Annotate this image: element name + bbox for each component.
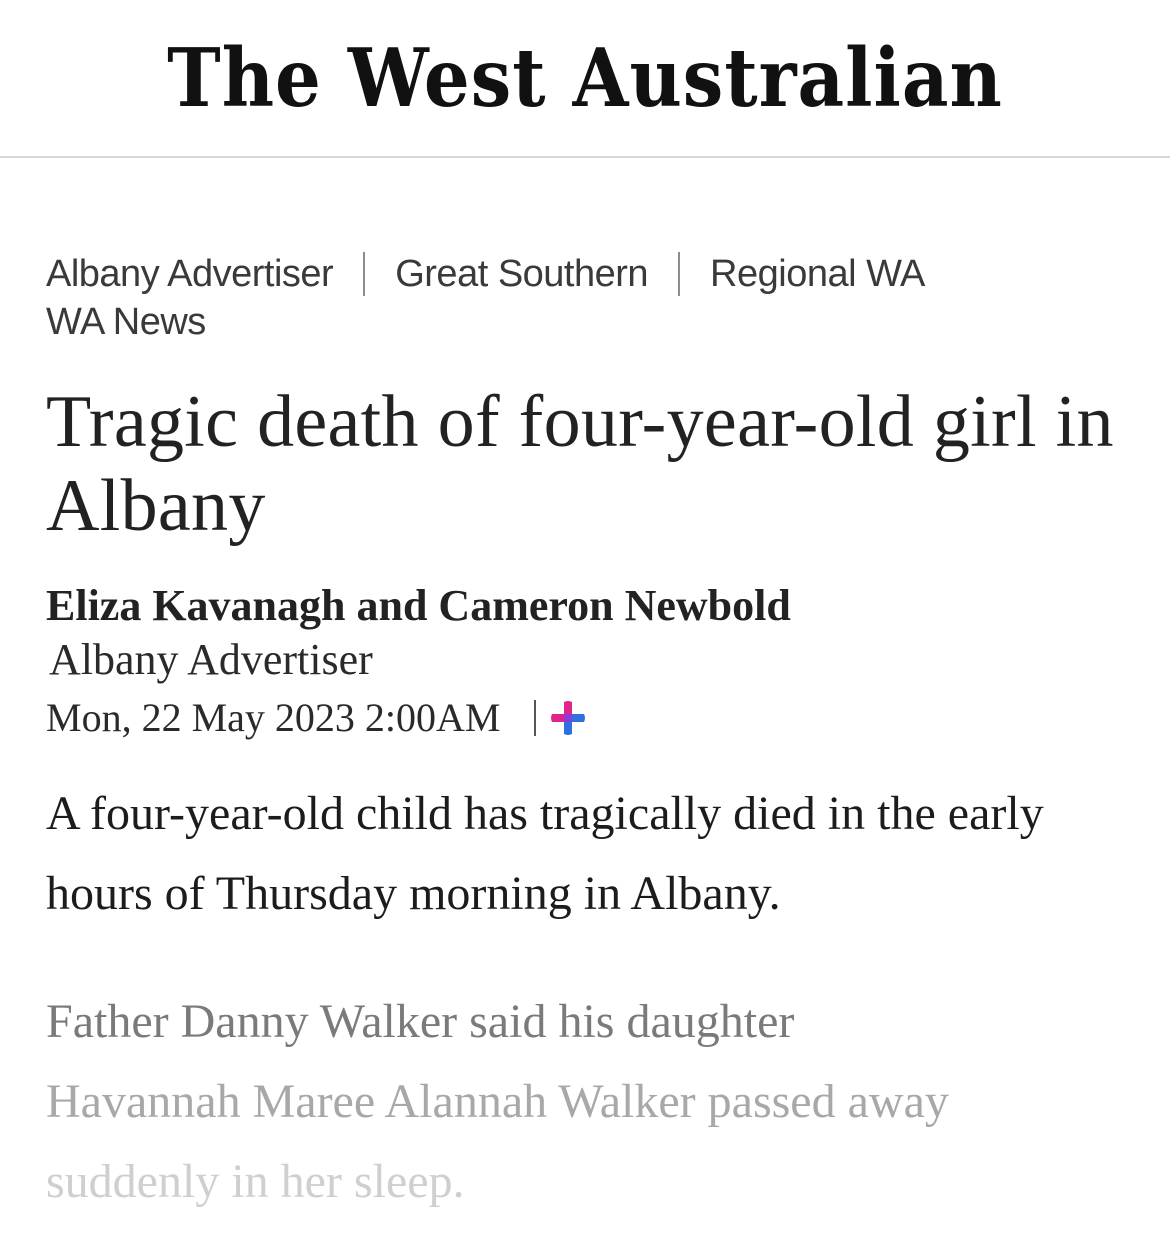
topic-row bbox=[46, 250, 1126, 298]
article bbox=[46, 250, 1126, 1222]
topic-breadcrumbs bbox=[46, 250, 1126, 346]
article-headline: Tragic death of four-year-old girl in Albany bbox=[46, 381, 1114, 547]
article-body-preview bbox=[46, 982, 1126, 1222]
body-line: Father Danny Walker said his daughter bbox=[46, 995, 795, 1048]
article-standfirst: A four-year-old child has tragically died in the early hours of Thursday morning in Albany. bbox=[46, 787, 1044, 920]
topic-link-albany-advertiser[interactable]: Albany Advertiser bbox=[46, 253, 334, 295]
article-publication: Albany Advertiser bbox=[49, 635, 373, 684]
body-line: suddenly in her sleep. bbox=[46, 1155, 465, 1208]
masthead bbox=[0, 0, 1170, 158]
byline bbox=[46, 578, 1126, 744]
article-dateline bbox=[46, 692, 1126, 744]
dateline-divider bbox=[534, 700, 536, 736]
article-date: Mon, 22 May 2023 2:00AM bbox=[46, 695, 501, 740]
plus-icon bbox=[548, 698, 588, 738]
site-logo[interactable]: The West Australian bbox=[167, 29, 1003, 126]
topic-divider bbox=[678, 252, 680, 296]
topic-link-wa-news[interactable]: WA News bbox=[46, 301, 206, 343]
topic-link-regional-wa[interactable]: Regional WA bbox=[710, 253, 925, 295]
topic-link-great-southern[interactable]: Great Southern bbox=[395, 253, 649, 295]
article-authors[interactable]: Eliza Kavanagh and Cameron Newbold bbox=[46, 581, 791, 630]
topic-divider bbox=[363, 252, 365, 296]
topic-row bbox=[46, 298, 1126, 346]
body-line: Havannah Maree Alannah Walker passed away bbox=[46, 1075, 949, 1128]
